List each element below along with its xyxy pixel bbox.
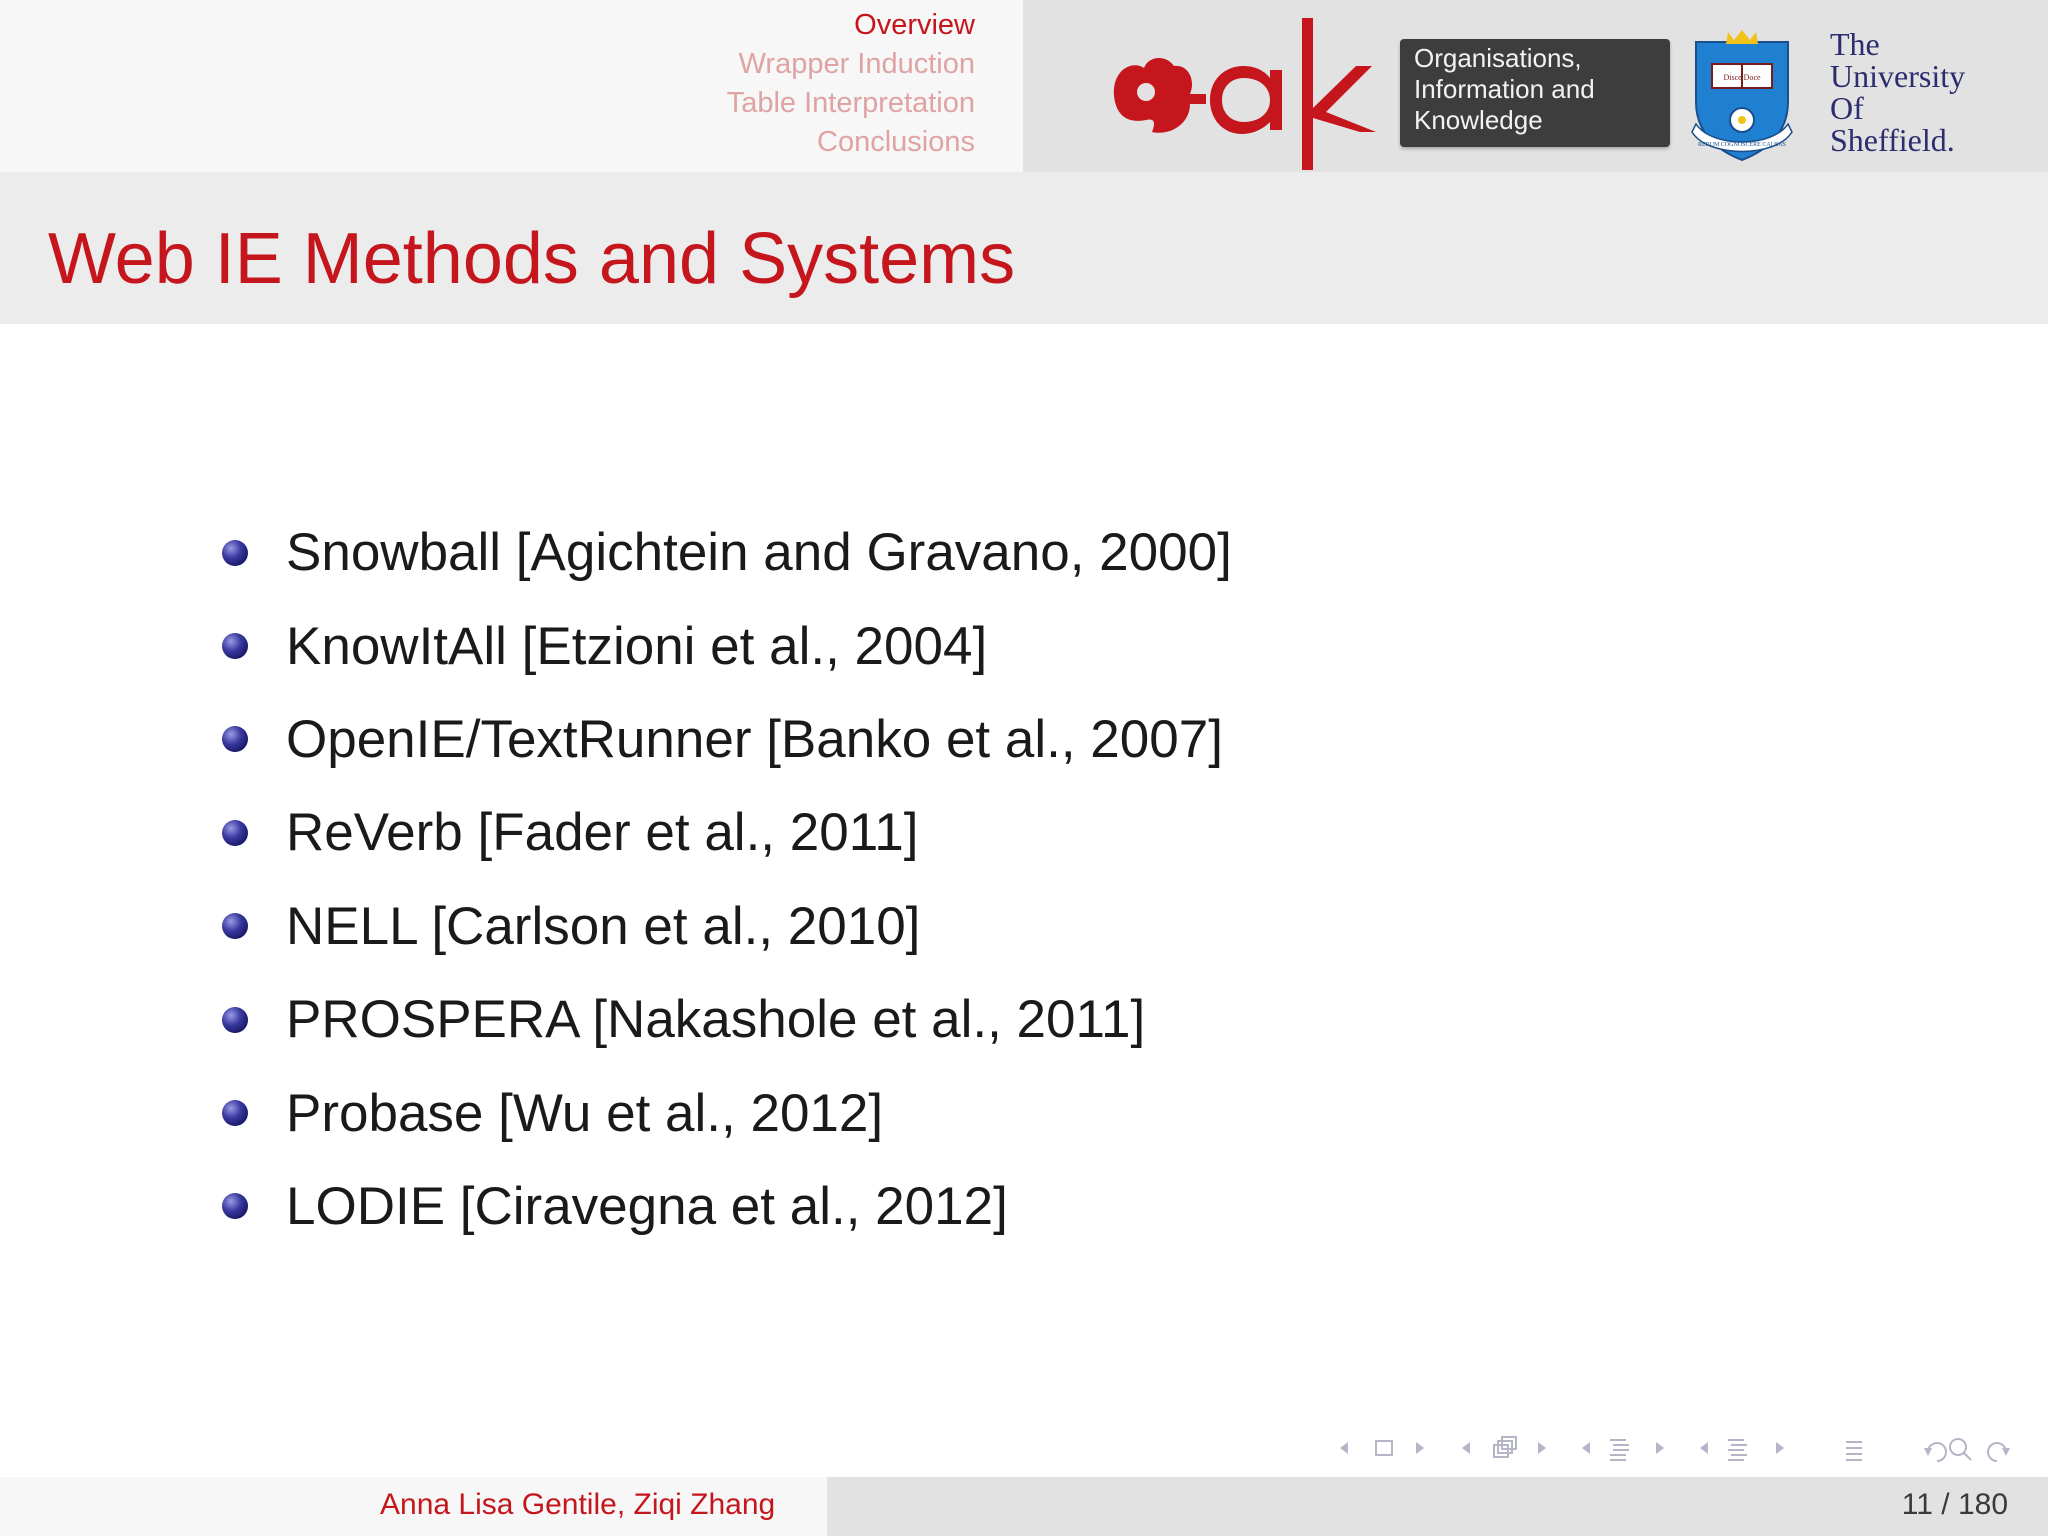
list-item bbox=[222, 880, 1232, 973]
nav-item-conclusions[interactable]: Conclusions bbox=[817, 126, 975, 158]
list-item bbox=[222, 1160, 1232, 1253]
section-prev-arrow-icon[interactable] bbox=[1582, 1442, 1590, 1454]
bullet-text: Snowball [Agichtein and Gravano, 2000] bbox=[286, 523, 1232, 583]
bullet-text: Probase [Wu et al., 2012] bbox=[286, 1083, 884, 1143]
university-crest-icon bbox=[1688, 28, 1796, 166]
document-next-arrow-icon[interactable] bbox=[1776, 1442, 1784, 1454]
oik-logo bbox=[1400, 39, 1670, 147]
list-item bbox=[222, 599, 1232, 692]
svg-text:Disce Doce: Disce Doce bbox=[1723, 73, 1761, 82]
section-navigation bbox=[727, 6, 975, 162]
oik-line-1: Organisations, bbox=[1414, 43, 1582, 73]
bullet-icon bbox=[222, 1007, 248, 1033]
list-item bbox=[222, 506, 1232, 599]
appendix-icon[interactable] bbox=[1846, 1442, 1862, 1460]
bullet-text: ReVerb [Fader et al., 2011] bbox=[286, 803, 919, 863]
nav-item-wrapper-induction[interactable]: Wrapper Induction bbox=[738, 48, 975, 80]
list-item bbox=[222, 973, 1232, 1066]
redo-icon[interactable] bbox=[1988, 1443, 2010, 1461]
oik-line-2: Information and bbox=[1414, 74, 1595, 104]
bullet-text: NELL [Carlson et al., 2010] bbox=[286, 896, 921, 956]
bullet-icon bbox=[222, 913, 248, 939]
bullet-icon bbox=[222, 540, 248, 566]
bullet-text: KnowItAll [Etzioni et al., 2004] bbox=[286, 616, 988, 676]
list-item bbox=[222, 786, 1232, 879]
undo-icon[interactable] bbox=[1924, 1443, 1946, 1461]
subsection-icon[interactable] bbox=[1494, 1437, 1516, 1457]
document-icon[interactable] bbox=[1728, 1440, 1747, 1460]
bullet-icon bbox=[222, 633, 248, 659]
university-line-4: Sheffield. bbox=[1830, 122, 1955, 158]
oak-logo bbox=[1106, 18, 1378, 170]
bullet-icon bbox=[222, 726, 248, 752]
list-item bbox=[222, 693, 1232, 786]
subsection-next-arrow-icon[interactable] bbox=[1538, 1442, 1546, 1454]
oik-line-3: Knowledge bbox=[1414, 105, 1543, 135]
document-prev-arrow-icon[interactable] bbox=[1700, 1442, 1708, 1454]
nav-item-overview[interactable]: Overview bbox=[854, 9, 975, 41]
search-icon[interactable] bbox=[1950, 1439, 1971, 1460]
section-next-arrow-icon[interactable] bbox=[1656, 1442, 1664, 1454]
beamer-navigation-bar bbox=[1334, 1430, 2034, 1466]
university-line-3: Of bbox=[1830, 90, 1864, 126]
bullet-icon bbox=[222, 820, 248, 846]
footer-authors: Anna Lisa Gentile, Ziqi Zhang bbox=[380, 1488, 776, 1521]
bullet-icon bbox=[222, 1193, 248, 1219]
university-line-2: University bbox=[1830, 58, 1966, 94]
frame-icon[interactable] bbox=[1376, 1441, 1392, 1455]
list-item bbox=[222, 1066, 1232, 1159]
bullet-text: OpenIE/TextRunner [Banko et al., 2007] bbox=[286, 709, 1223, 769]
section-icon[interactable] bbox=[1610, 1440, 1629, 1460]
slide-title: Web IE Methods and Systems bbox=[48, 219, 1016, 299]
university-name bbox=[1830, 28, 1965, 156]
frame-next-arrow-icon[interactable] bbox=[1416, 1442, 1424, 1454]
frame-prev-arrow-icon[interactable] bbox=[1340, 1442, 1348, 1454]
bullet-text: PROSPERA [Nakashole et al., 2011] bbox=[286, 990, 1146, 1050]
svg-text:RERUM COGNOSCERE CAUSAS: RERUM COGNOSCERE CAUSAS bbox=[1697, 142, 1787, 148]
bullet-text: LODIE [Ciravegna et al., 2012] bbox=[286, 1176, 1008, 1236]
page-number: 11 / 180 bbox=[1901, 1488, 2008, 1521]
subsection-prev-arrow-icon[interactable] bbox=[1462, 1442, 1470, 1454]
bullet-list bbox=[222, 506, 1232, 1253]
bullet-icon bbox=[222, 1100, 248, 1126]
university-line-1: The bbox=[1830, 26, 1880, 62]
nav-item-table-interpretation[interactable]: Table Interpretation bbox=[726, 87, 975, 119]
footer-right-band bbox=[827, 1477, 2048, 1536]
